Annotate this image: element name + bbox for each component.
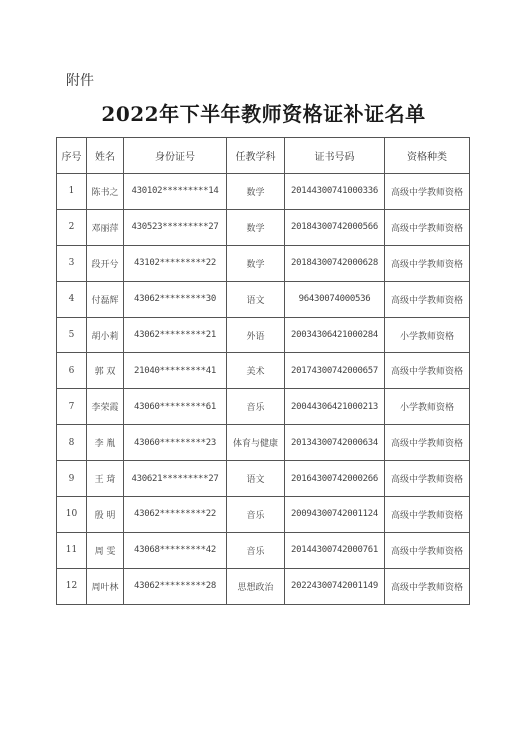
cell-idno: 430621*********27 bbox=[124, 461, 227, 497]
table-row bbox=[57, 317, 470, 353]
cell-subject: 美术 bbox=[227, 353, 285, 389]
cell-certno: 20044306421000213 bbox=[285, 389, 385, 425]
cell-seq: 11 bbox=[57, 532, 87, 568]
cell-idno: 43102*********22 bbox=[124, 245, 227, 281]
cell-certno: 20224300742001149 bbox=[285, 568, 385, 604]
cell-qualification: 小学教师资格 bbox=[385, 389, 470, 425]
table-row bbox=[57, 461, 470, 497]
cell-idno: 43060*********23 bbox=[124, 425, 227, 461]
table-row bbox=[57, 497, 470, 533]
attachment-label: 附件 bbox=[66, 73, 94, 89]
cell-qualification: 高级中学教师资格 bbox=[385, 209, 470, 245]
table-row bbox=[57, 532, 470, 568]
cell-idno: 430523*********27 bbox=[124, 209, 227, 245]
cell-certno: 20144300741000336 bbox=[285, 174, 385, 210]
cell-certno: 20094300742001124 bbox=[285, 497, 385, 533]
cell-seq: 3 bbox=[57, 245, 87, 281]
cell-seq: 10 bbox=[57, 497, 87, 533]
cell-subject: 数学 bbox=[227, 174, 285, 210]
cell-subject: 音乐 bbox=[227, 497, 285, 533]
cell-subject: 语文 bbox=[227, 281, 285, 317]
header-seq: 序号 bbox=[57, 138, 87, 174]
cell-qualification: 高级中学教师资格 bbox=[385, 568, 470, 604]
cell-subject: 数学 bbox=[227, 209, 285, 245]
document-title: 2022年下半年教师资格证补证名单 bbox=[101, 102, 426, 126]
cell-qualification: 高级中学教师资格 bbox=[385, 174, 470, 210]
table-row bbox=[57, 389, 470, 425]
cell-name: 殷 明 bbox=[87, 497, 124, 533]
cell-idno: 43068*********42 bbox=[124, 532, 227, 568]
cell-name: 李荣霞 bbox=[87, 389, 124, 425]
cell-subject: 思想政治 bbox=[227, 568, 285, 604]
cell-certno: 20164300742000266 bbox=[285, 461, 385, 497]
table-row bbox=[57, 353, 470, 389]
cell-qualification: 高级中学教师资格 bbox=[385, 461, 470, 497]
cell-seq: 5 bbox=[57, 317, 87, 353]
cell-idno: 43062*********22 bbox=[124, 497, 227, 533]
cell-idno: 430102*********14 bbox=[124, 174, 227, 210]
cell-certno: 96430074000536 bbox=[285, 281, 385, 317]
cell-qualification: 高级中学教师资格 bbox=[385, 245, 470, 281]
cell-idno: 43062*********21 bbox=[124, 317, 227, 353]
cell-subject: 音乐 bbox=[227, 532, 285, 568]
cell-certno: 20144300742000761 bbox=[285, 532, 385, 568]
cell-seq: 12 bbox=[57, 568, 87, 604]
cell-qualification: 小学教师资格 bbox=[385, 317, 470, 353]
cell-idno: 43060*********61 bbox=[124, 389, 227, 425]
cell-name: 郭 双 bbox=[87, 353, 124, 389]
cell-certno: 20034306421000284 bbox=[285, 317, 385, 353]
cell-qualification: 高级中学教师资格 bbox=[385, 497, 470, 533]
header-subject: 任教学科 bbox=[227, 138, 285, 174]
cell-seq: 1 bbox=[57, 174, 87, 210]
cell-subject: 音乐 bbox=[227, 389, 285, 425]
table-header-row bbox=[57, 138, 470, 174]
cell-name: 王 琦 bbox=[87, 461, 124, 497]
table-row bbox=[57, 281, 470, 317]
cell-subject: 数学 bbox=[227, 245, 285, 281]
header-id-number: 身份证号 bbox=[124, 138, 227, 174]
header-name: 姓名 bbox=[87, 138, 124, 174]
cell-qualification: 高级中学教师资格 bbox=[385, 281, 470, 317]
cell-idno: 43062*********30 bbox=[124, 281, 227, 317]
cell-certno: 20134300742000634 bbox=[285, 425, 385, 461]
cell-idno: 43062*********28 bbox=[124, 568, 227, 604]
table-row bbox=[57, 209, 470, 245]
cell-certno: 20184300742000566 bbox=[285, 209, 385, 245]
cell-qualification: 高级中学教师资格 bbox=[385, 425, 470, 461]
cell-certno: 20184300742000628 bbox=[285, 245, 385, 281]
cell-name: 周叶林 bbox=[87, 568, 124, 604]
table-row bbox=[57, 174, 470, 210]
cell-name: 李 胤 bbox=[87, 425, 124, 461]
cell-subject: 体育与健康 bbox=[227, 425, 285, 461]
cell-subject: 外语 bbox=[227, 317, 285, 353]
cell-seq: 6 bbox=[57, 353, 87, 389]
table-row bbox=[57, 245, 470, 281]
cell-subject: 语文 bbox=[227, 461, 285, 497]
header-qualification: 资格种类 bbox=[385, 138, 470, 174]
table-row bbox=[57, 425, 470, 461]
cell-idno: 21040*********41 bbox=[124, 353, 227, 389]
header-cert-number: 证书号码 bbox=[285, 138, 385, 174]
cell-seq: 8 bbox=[57, 425, 87, 461]
cell-seq: 2 bbox=[57, 209, 87, 245]
cell-name: 付磊辉 bbox=[87, 281, 124, 317]
cell-name: 段开兮 bbox=[87, 245, 124, 281]
cell-name: 邓丽萍 bbox=[87, 209, 124, 245]
cell-qualification: 高级中学教师资格 bbox=[385, 532, 470, 568]
table-row bbox=[57, 568, 470, 604]
cell-seq: 9 bbox=[57, 461, 87, 497]
cell-name: 胡小莉 bbox=[87, 317, 124, 353]
cell-name: 陈书之 bbox=[87, 174, 124, 210]
roster-table bbox=[56, 137, 470, 605]
cell-seq: 4 bbox=[57, 281, 87, 317]
cell-name: 周 雯 bbox=[87, 532, 124, 568]
cell-seq: 7 bbox=[57, 389, 87, 425]
cell-qualification: 高级中学教师资格 bbox=[385, 353, 470, 389]
cell-certno: 20174300742000657 bbox=[285, 353, 385, 389]
